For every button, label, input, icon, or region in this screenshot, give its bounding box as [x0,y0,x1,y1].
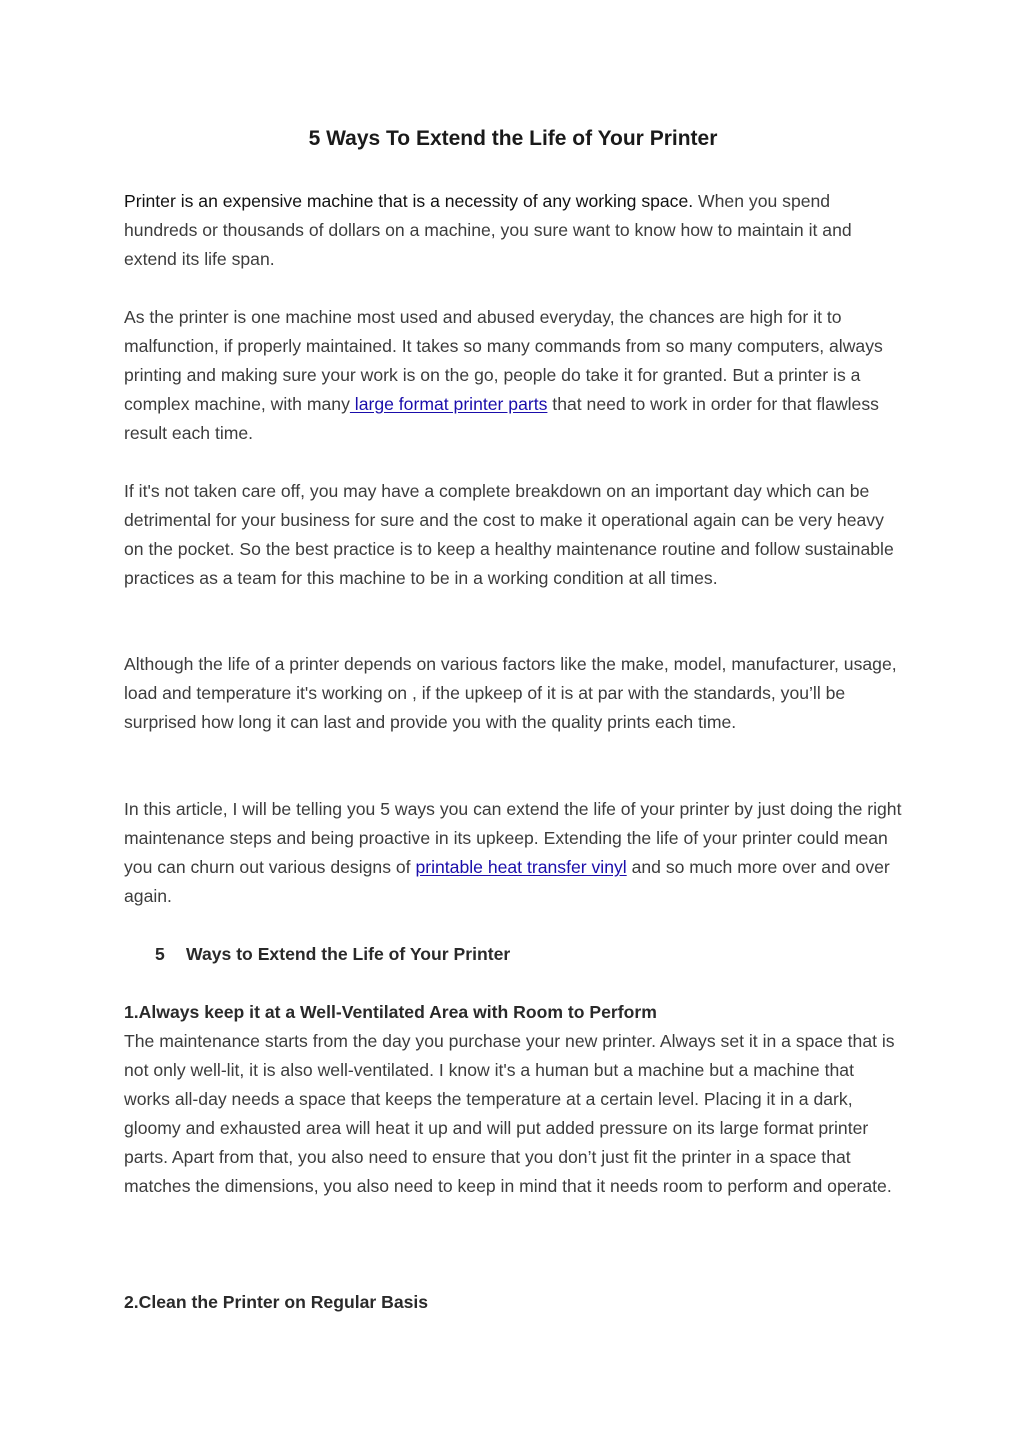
article-title: 5 Ways To Extend the Life of Your Printer [308,127,718,150]
list-number: 5 [155,944,165,964]
section1-heading: 1.Always keep it at a Well-Ventilated Area with Room to Perform [124,1002,657,1022]
intro-paragraph [124,187,902,274]
printable-heat-transfer-vinyl-link[interactable]: printable heat transfer vinyl [415,857,627,877]
section1-body: The maintenance starts from the day you purchase your new printer. Always set it in a space that is not only well-lit, it is also well-ventilated. I know it's a human but a machine but a machine that works all-day needs a space that keeps the temperature at a certain level. Placing it in a dark, gloomy and exhausted area will heat it up and will put added pressure on its large format printer parts. Apart from that, you also need to ensure that you don’t just fit the printer in a space that matches the dimensions, you also need to keep in mind that it needs room to perform and operate. [124,1031,895,1196]
numbered-list-heading [155,940,510,969]
intro-rest: When you spend hundreds or thousands of dollars on a machine, you sure want to know how to maintain it and extend its life span. [124,191,852,269]
paragraph-text: As the printer is one machine most used and abused everyday, the chances are high for it to malfunction, if properly maintained. It takes so many commands from so many computers, always printing and making sure your work is on the go, people do take it for granted. But a printer is a complex machine, with many [124,307,883,414]
intro-lead-sentence: Printer is an expensive machine that is a necessity of any working space. [124,191,694,211]
paragraph-printer-usage [124,303,902,448]
list-heading-text: Ways to Extend the Life of Your Printer [186,944,511,964]
paragraph-text: and so much more over and over again. [124,857,890,906]
paragraph-breakdown: If it's not taken care off, you may have a complete breakdown on an important day which can be detrimental for your business for sure and the cost to make it operational again can be very heavy on the pocket. So the best practice is to keep a healthy maintenance routine and follow sustainable practices as a team for this machine to be in a working condition at all times. [124,481,894,588]
paragraph-life-factors: Although the life of a printer depends on various factors like the make, model, manufacturer, usage, load and temperature it's working on , if the upkeep of it is at par with the standards, you’ll be surprised how long it can last and provide you with the quality prints each time. [124,654,897,732]
paragraph-text: In this article, I will be telling you 5 ways you can extend the life of your printer by just doing the right maintenance steps and being proactive in its upkeep. Extending the life of your printer could mean you can churn out various designs of [124,799,902,877]
section2-heading: 2.Clean the Printer on Regular Basis [124,1292,429,1312]
paragraph-text: that need to work in order for that flawless result each time. [124,394,879,443]
paragraph-article-intro [124,795,902,911]
large-format-printer-parts-link[interactable]: large format printer parts [349,394,548,414]
